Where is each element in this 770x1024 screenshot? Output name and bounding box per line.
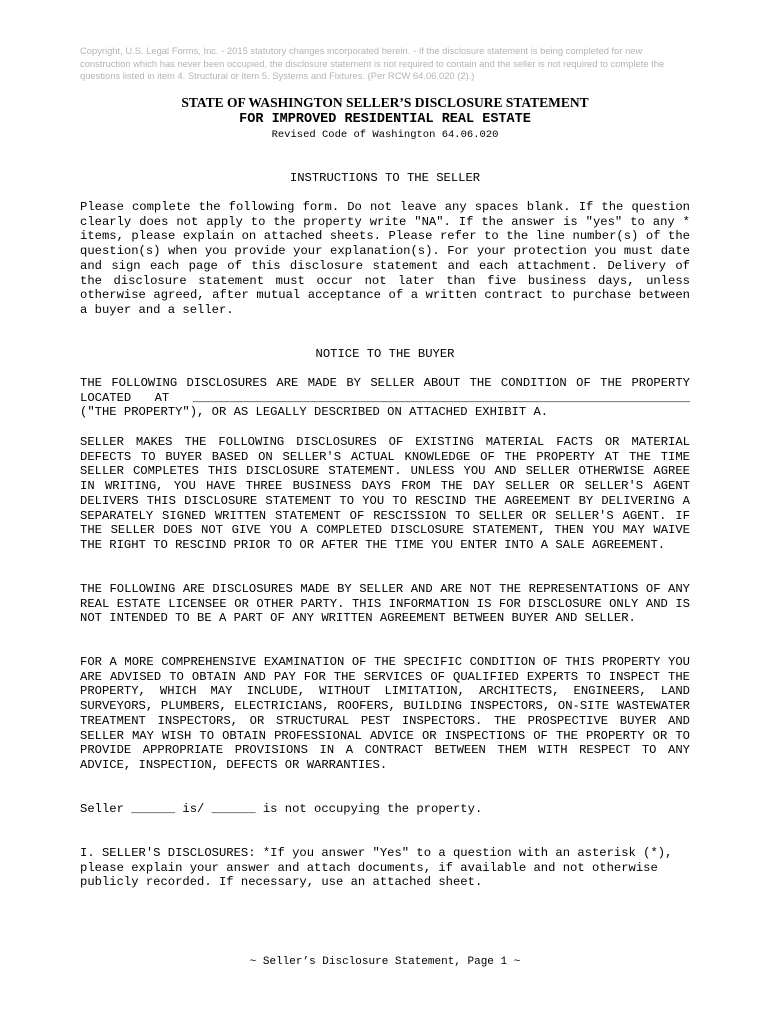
section-1-intro: I. SELLER'S DISCLOSURES: *If you answer "Yes" to a question with an asterisk (*), please explain your answer and attach documents, if available and not otherwise publicly recorded. If necessary, use an attached sheet. [80, 846, 673, 890]
notice-paragraph-3: THE FOLLOWING ARE DISCLOSURES MADE BY SELLER AND ARE NOT THE REPRESENTATIONS OF ANY REAL ESTATE LICENSEE OR OTHER PARTY. THIS INFORMATION IS FOR DISCLOSURE ONLY AND IS NOT INTENDED TO BE A PART OF ANY WRITTEN AGREEMENT BETWEEN BUYER AND SELLER. [80, 582, 690, 626]
occupancy-line: Seller ______ is/ ______ is not occupying the property. [80, 802, 483, 816]
notice-paragraph-1: THE FOLLOWING DISCLOSURES ARE MADE BY SELLER ABOUT THE CONDITION OF THE PROPERTY LOCATED AT ____________________________________________________________________ ("THE PROPERTY"), OR AS LEGALLY DESCRIBED ON ATTACHED EXHIBIT A. [80, 376, 690, 420]
document-subtitle: Revised Code of Washington 64.06.020 [271, 129, 499, 141]
notice-paragraph-2: SELLER MAKES THE FOLLOWING DISCLOSURES OF EXISTING MATERIAL FACTS OR MATERIAL DEFECTS TO BUYER BASED ON SELLER'S ACTUAL KNOWLEDGE OF THE PROPERTY AT THE TIME SELLER COMPLETES THIS DISCLOSURE STATEMENT. UNLESS YOU AND SELLER OTHERWISE AGREE IN WRITING, YOU HAVE THREE BUSINESS DAYS FROM THE DAY SELLER OR SELLER'S AGENT DELIVERS THIS DISCLOSURE STATEMENT TO YOU TO RESCIND THE AGREEMENT BY DELIVERING A SEPARATELY SIGNED WRITTEN STATEMENT OF RESCISSION TO SELLER OR SELLER'S AGENT. IF THE SELLER DOES NOT GIVE YOU A COMPLETED DISCLOSURE STATEMENT, THEN YOU MAY WAIVE THE RIGHT TO RESCIND PRIOR TO OR AFTER THE TIME YOU ENTER INTO A SALE AGREEMENT. [80, 435, 690, 552]
document-title-line2: FOR IMPROVED RESIDENTIAL REAL ESTATE [239, 112, 531, 127]
page-footer: ~ Seller’s Disclosure Statement, Page 1 ~ [249, 956, 521, 968]
notice-heading: NOTICE TO THE BUYER [315, 347, 455, 361]
copyright-notice: Copyright, U.S. Legal Forms, Inc. - 2015 statutory changes incorporated herein. - If the disclosure statement is being completed for new construction which has never been occupied, the disclosure statement is not required to contain and the seller is not required to complete the questions listed in item 4. Structural or item 5. Systems and Fixtures. (Per RCW 64.06.020 (2).) [80, 45, 665, 81]
instructions-paragraph: Please complete the following form. Do not leave any spaces blank. If the question clearly does not apply to the property write "NA". If the answer is "yes" to any * items, please explain on attached sheets. Please refer to the line number(s) of the question(s) when you provide your explanation(s). For your protection you must date and sign each page of this disclosure statement and each attachment. Delivery of the disclosure statement must occur not later than five business days, unless otherwise agreed, after mutual acceptance of a written contract to purchase between a buyer and a seller. [80, 200, 690, 317]
instructions-heading: INSTRUCTIONS TO THE SELLER [289, 171, 481, 185]
document-title-line1: STATE OF WASHINGTON SELLER’S DISCLOSURE STATEMENT [181, 95, 589, 110]
notice-paragraph-4: FOR A MORE COMPREHENSIVE EXAMINATION OF THE SPECIFIC CONDITION OF THIS PROPERTY YOU ARE ADVISED TO OBTAIN AND PAY FOR THE SERVICES OF QUALIFIED EXPERTS TO INSPECT THE PROPERTY, WHICH MAY INCLUDE, WITHOUT LIMITATION, ARCHITECTS, ENGINEERS, LAND SURVEYORS, PLUMBERS, ELECTRICIANS, ROOFERS, BUILDING INSPECTORS, ON-SITE WASTEWATER TREATMENT INSPECTORS, OR STRUCTURAL PEST INSPECTORS. THE PROSPECTIVE BUYER AND SELLER MAY WISH TO OBTAIN PROFESSIONAL ADVICE OR INSPECTIONS OF THE PROPERTY OR TO PROVIDE APPROPRIATE PROVISIONS IN A CONTRACT BETWEEN THEM WITH RESPECT TO ANY ADVICE, INSPECTION, DEFECTS OR WARRANTIES. [80, 655, 690, 772]
